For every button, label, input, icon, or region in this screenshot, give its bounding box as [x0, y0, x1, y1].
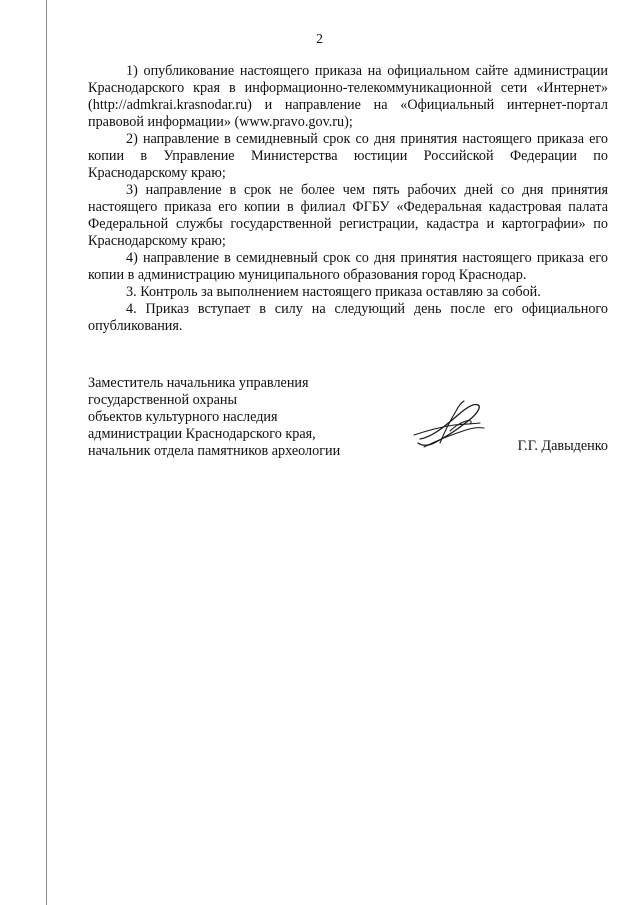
left-margin-rule — [46, 0, 47, 905]
paragraph-municipal-copy: 4) направление в семидневный срок со дня принятия настоящего приказа его копии в администрацию муниципального образования город Краснодар. — [88, 250, 608, 283]
signer-title-line: Заместитель начальника управления — [88, 375, 309, 391]
signer-title — [88, 375, 388, 460]
signer-title-line: начальник отдела памятников археологии — [88, 443, 341, 459]
signer-title-line: государственной охраны — [88, 392, 238, 408]
paragraph-publication: 1) опубликование настоящего приказа на официальном сайте администрации Краснодарского края в информационно-телекоммуникационной сети «Интернет» (http://admkrai.krasnodar.ru) и направление на «Официальный интернет-портал правовой информации» (www.pravo.gov.ru); — [88, 63, 608, 130]
paragraph-cadastral-copy: 3) направление в срок не более чем пять рабочих дней со дня принятия настоящего приказа его копии в филиал ФГБУ «Федеральная кадастровая палата Федеральной службы государственной регистрации, кадастра и картографии» по Краснодарскому краю; — [88, 182, 608, 249]
paragraph-effective-date: 4. Приказ вступает в силу на следующий день после его официального опубликования. — [88, 301, 608, 334]
signer-name: Г.Г. Давыденко — [517, 438, 608, 454]
signer-title-line: объектов культурного наследия — [88, 409, 278, 425]
document-body — [88, 63, 608, 335]
handwritten-signature — [410, 397, 490, 449]
paragraph-ministry-copy: 2) направление в семидневный срок со дня принятия настоящего приказа его копии в Управление Министерства юстиции Российской Федерации по Краснодарскому краю; — [88, 131, 608, 181]
signer-title-line: администрации Краснодарского края, — [88, 426, 316, 442]
paragraph-control: 3. Контроль за выполнением настоящего приказа оставляю за собой. — [126, 284, 541, 300]
page-number: 2 — [316, 32, 323, 47]
signature-block — [88, 375, 608, 465]
